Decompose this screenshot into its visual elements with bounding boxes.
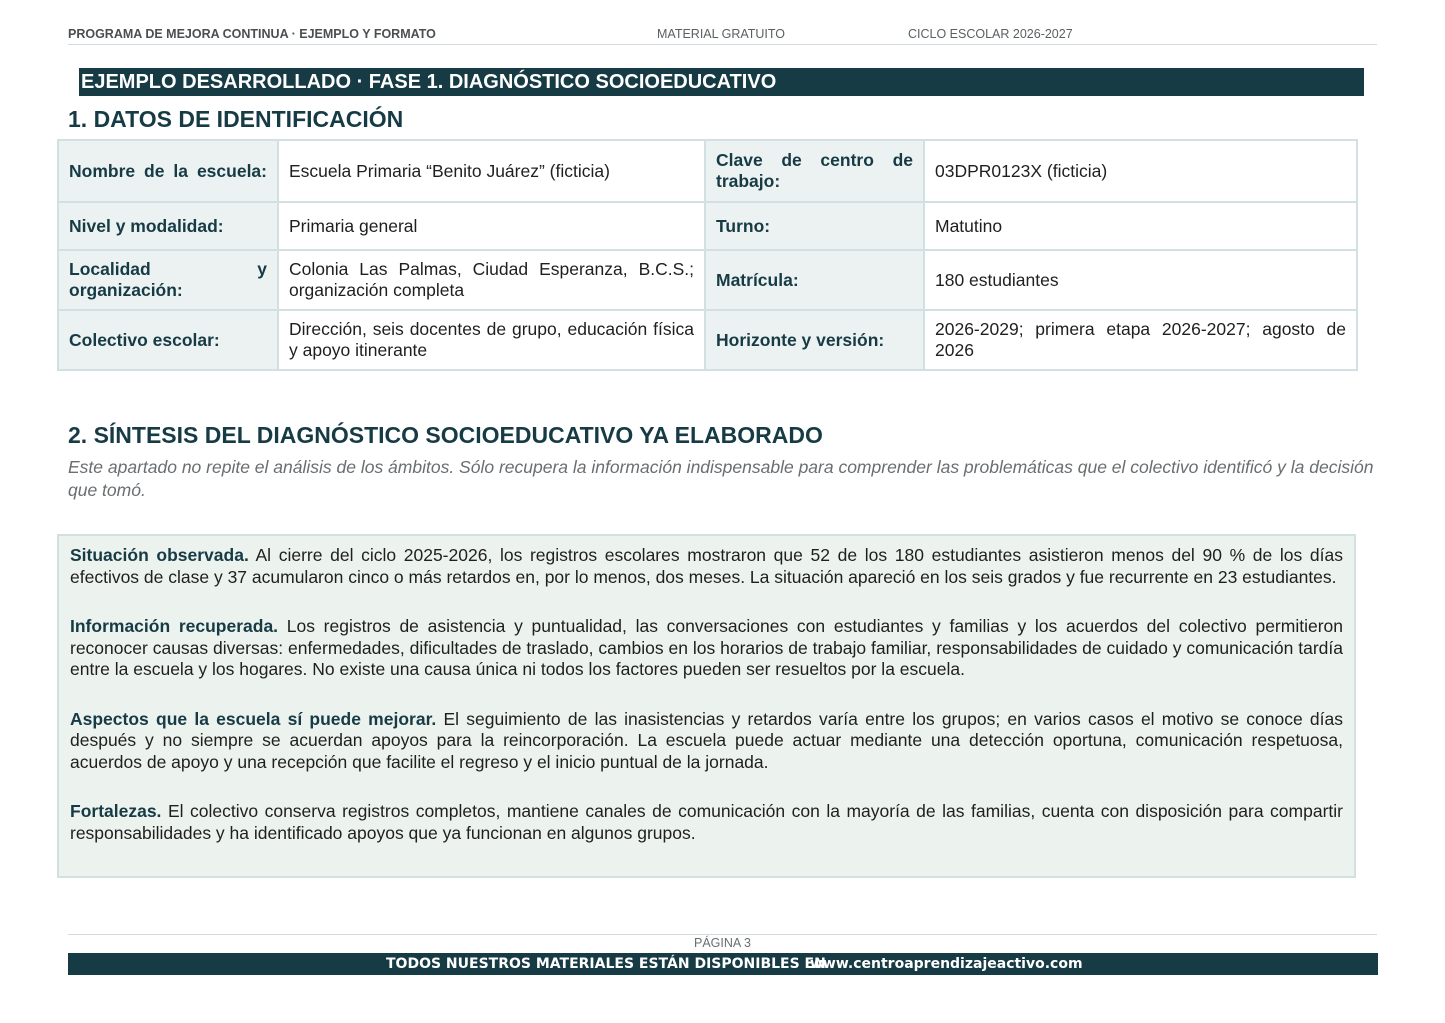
- table-row: [58, 250, 1357, 310]
- label-level-modality: Nivel y modalidad:: [58, 202, 278, 250]
- section1-title: 1. DATOS DE IDENTIFICACIÓN: [68, 106, 404, 132]
- paragraph-text: El seguimiento de las inasistencias y retardos varía entre los grupos; en varios casos el motivo se conoce días después y no siempre se acuerdan apoyos para la reincorporación. La escuela puede actuar mediante una detección oportuna, comunicación respetuosa, acuerdos de apoyo y una recepción que facilite el regreso y el inicio puntual de la jornada.: [70, 708, 1344, 772]
- paragraph-lead: Información recuperada.: [70, 616, 279, 636]
- label-school-collective: Colectivo escolar:: [58, 310, 278, 370]
- value-school-name: Escuela Primaria “Benito Juárez” (ficticia): [278, 140, 705, 202]
- header-free-material: MATERIAL GRATUITO: [657, 27, 786, 41]
- footer-website-link[interactable]: www.centroaprendizajeactivo.com: [810, 956, 1083, 972]
- header-school-cycle: CICLO ESCOLAR 2026-2027: [908, 27, 1073, 41]
- value-school-collective: Dirección, seis docentes de grupo, educación física y apoyo itinerante: [278, 310, 705, 370]
- value-shift: Matutino: [924, 202, 1357, 250]
- paragraph-observed-situation: [70, 545, 1343, 588]
- paragraph-text: Al cierre del ciclo 2025-2026, los registros escolares mostraron que 52 de los 180 estudiantes asistieron menos del 90 % de los días efectivos de clase y 37 acumularon cinco o más retardos en, por lo menos, dos meses. La situación apareció en los seis grados y fue recurrente en 23 estudiantes.: [70, 545, 1343, 587]
- paragraph-lead: Fortalezas.: [70, 801, 162, 821]
- paragraph-recovered-information: [70, 616, 1343, 681]
- paragraph-lead: Situación observada.: [70, 545, 249, 565]
- phase-banner: EJEMPLO DESARROLLADO · FASE 1. DIAGNÓSTICO SOCIOEDUCATIVO: [79, 68, 1364, 96]
- section2-title: 2. SÍNTESIS DEL DIAGNÓSTICO SOCIOEDUCATIVO YA ELABORADO: [68, 422, 823, 448]
- footer-divider: [68, 934, 1377, 935]
- label-horizon-version: Horizonte y versión:: [705, 310, 924, 370]
- section2-note: Este apartado no repite el análisis de los ámbitos. Sólo recupera la información indispensable para comprender las problemáticas que el colectivo identificó y la decisión que tomó.: [68, 457, 1374, 500]
- footer-text: TODOS NUESTROS MATERIALES ESTÁN DISPONIBLES EN: [386, 956, 826, 972]
- value-level-modality: Primaria general: [278, 202, 705, 250]
- label-school-name: Nombre de la escuela:: [58, 140, 278, 202]
- label-locality-organization: Localidad y organización:: [58, 250, 278, 310]
- paragraph-improvable-aspects: [70, 709, 1343, 774]
- header-program-title: PROGRAMA DE MEJORA CONTINUA · EJEMPLO Y FORMATO: [68, 27, 436, 41]
- paragraph-lead: Aspectos que la escuela sí puede mejorar.: [70, 708, 437, 729]
- identification-table: [57, 139, 1358, 371]
- page-number: PÁGINA 3: [694, 936, 751, 950]
- table-row: [58, 310, 1357, 370]
- label-shift: Turno:: [705, 202, 924, 250]
- diagnosis-synthesis-box: [57, 534, 1356, 878]
- value-enrollment: 180 estudiantes: [924, 250, 1357, 310]
- paragraph-strengths: [70, 801, 1343, 844]
- label-work-center-key: Clave de centro de trabajo:: [705, 140, 924, 202]
- paragraph-text: El colectivo conserva registros completos, mantiene canales de comunicación con la mayoría de las familias, cuenta con disposición para compartir responsabilidades y ha identificado apoyos que ya funcionan en algunos grupos.: [70, 801, 1343, 843]
- value-locality-organization: Colonia Las Palmas, Ciudad Esperanza, B.C.S.; organización completa: [278, 250, 705, 310]
- footer-bar: [68, 953, 1378, 975]
- table-row: [58, 140, 1357, 202]
- table-row: [58, 202, 1357, 250]
- page-header: [68, 27, 1377, 45]
- value-horizon-version: 2026-2029; primera etapa 2026-2027; agosto de 2026: [924, 310, 1357, 370]
- value-work-center-key: 03DPR0123X (ficticia): [924, 140, 1357, 202]
- paragraph-text: Los registros de asistencia y puntualidad, las conversaciones con estudiantes y familias y los acuerdos del colectivo permitieron reconocer causas diversas: enfermedades, dificultades de traslado, cambios en los horarios de trabajo familiar, responsabilidades de cuidado y comunicación tardía entre la escuela y los hogares. No existe una causa única ni todos los factores pueden ser resueltos por la escuela.: [70, 616, 1343, 679]
- label-enrollment: Matrícula:: [705, 250, 924, 310]
